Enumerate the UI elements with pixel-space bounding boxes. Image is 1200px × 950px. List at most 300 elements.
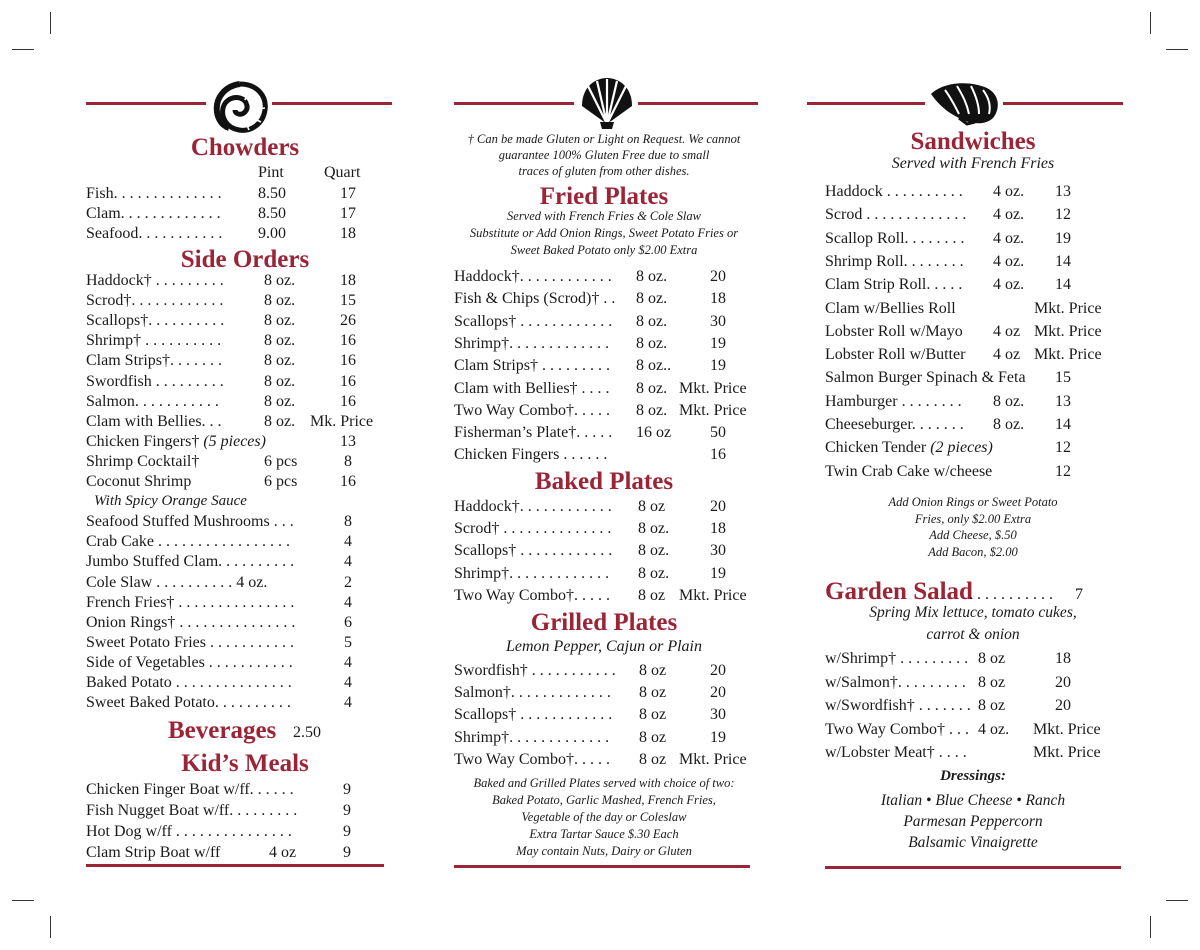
menu-item-name: Chicken Tender (2 pieces) bbox=[825, 439, 993, 457]
menu-item-name: Shrimp Cocktail† bbox=[86, 452, 200, 470]
menu-item-row bbox=[86, 203, 396, 224]
menu-item-name: w/Salmon†. . . . . . . . . bbox=[825, 673, 966, 691]
menu-item-price: Mkt. Price bbox=[1034, 322, 1102, 340]
kids-meals-heading: Kid’s Meals bbox=[181, 750, 309, 777]
menu-item-name: Two Way Combo†. . . . . bbox=[454, 586, 610, 604]
note-line: Substitute or Add Onion Rings, Sweet Potato Fries or bbox=[469, 226, 739, 240]
menu-item-size: 8 oz. bbox=[638, 542, 670, 560]
header-rule-left bbox=[807, 102, 925, 105]
menu-item-size: 8 oz. bbox=[636, 379, 668, 397]
menu-item-price: 4 bbox=[344, 553, 352, 571]
menu-item-price: 9 bbox=[343, 781, 351, 798]
menu-item-price: 50 bbox=[710, 424, 726, 442]
menu-item-size: 8 oz bbox=[638, 586, 666, 604]
menu-item-row bbox=[454, 496, 764, 517]
crop-mark bbox=[1150, 12, 1151, 34]
menu-item-size: 8 oz bbox=[978, 650, 1006, 667]
menu-item-price: 12 bbox=[1055, 206, 1071, 224]
menu-item-row bbox=[454, 400, 764, 421]
note-line: Fries, only $2.00 Extra bbox=[914, 511, 1032, 526]
menu-item-name: Sweet Potato Fries . . . . . . . . . . . bbox=[86, 633, 294, 651]
menu-item-size: 4 oz bbox=[993, 346, 1021, 364]
menu-item-row bbox=[825, 695, 1135, 716]
menu-item-name: w/Lobster Meat† . . . . bbox=[825, 744, 967, 761]
menu-item-row bbox=[825, 321, 1135, 342]
menu-item-price: 13 bbox=[340, 432, 356, 450]
menu-item-row bbox=[86, 692, 396, 713]
menu-item-price: 20 bbox=[1055, 697, 1071, 714]
menu-item-size: 4 oz bbox=[993, 322, 1021, 340]
menu-item-price: 19 bbox=[710, 728, 726, 746]
note-line: Baked Potato, Garlic Mashed, French Fries, bbox=[492, 793, 716, 807]
menu-item-price: 2 bbox=[344, 573, 352, 591]
menu-item-price: 16 bbox=[340, 372, 356, 390]
menu-item-size: 4 oz. bbox=[978, 720, 1010, 738]
menu-item-row bbox=[86, 471, 396, 492]
menu-item-price: 4 bbox=[344, 653, 352, 671]
menu-item-size: 8 oz. bbox=[636, 401, 668, 419]
menu-item-row bbox=[454, 378, 764, 399]
menu-item-size: 8 oz bbox=[978, 697, 1006, 714]
menu-item-name: Hamburger . . . . . . . . bbox=[825, 392, 962, 410]
menu-item-price: 9 bbox=[343, 844, 351, 861]
crop-mark bbox=[50, 12, 51, 34]
menu-item-row bbox=[86, 672, 396, 693]
note-line: Sweet Baked Potato only $2.00 Extra bbox=[510, 243, 698, 257]
crop-mark bbox=[12, 900, 34, 901]
menu-item-size: 6 pcs bbox=[264, 473, 298, 490]
menu-item-size: 4 oz. bbox=[993, 183, 1025, 200]
menu-item-size: 8 oz. bbox=[264, 292, 296, 310]
menu-item-name-italic: (5 pieces) bbox=[199, 432, 266, 450]
menu-item-row bbox=[454, 727, 764, 748]
garden-salad-heading: Garden Salad bbox=[825, 578, 973, 605]
menu-item-name: Two Way Combo† . . . bbox=[825, 720, 969, 738]
menu-item-price: 30 bbox=[710, 542, 726, 560]
menu-item-name: Swordfish . . . . . . . . . bbox=[86, 372, 224, 390]
menu-item-size: 8 oz. bbox=[638, 520, 670, 538]
menu-item-row bbox=[825, 742, 1135, 763]
menu-item-row bbox=[454, 540, 764, 561]
fried-plates-heading: Fried Plates bbox=[539, 183, 669, 210]
menu-item-price: 6 bbox=[344, 613, 352, 631]
menu-item-row bbox=[86, 431, 396, 452]
menu-item-size: 4 oz bbox=[269, 844, 297, 861]
footer-rule bbox=[86, 864, 384, 867]
menu-item-price: 14 bbox=[1055, 276, 1071, 294]
menu-item-row bbox=[825, 414, 1135, 435]
menu-item-size: 8.50 bbox=[258, 205, 286, 222]
menu-item-row bbox=[454, 682, 764, 703]
menu-item-row bbox=[454, 333, 764, 354]
beverages-price: 2.50 bbox=[293, 724, 321, 741]
menu-item-size: 8 oz bbox=[638, 498, 666, 515]
note-line: Vegetable of the day or Coleslaw bbox=[521, 810, 687, 824]
menu-item-name: Clam Strip Boat w/ff bbox=[86, 844, 221, 861]
menu-item-name: Lobster Roll w/Butter bbox=[825, 346, 966, 364]
menu-item-size: 8 oz bbox=[639, 750, 667, 768]
menu-item-name: Swordfish† . . . . . . . . . . . bbox=[454, 662, 616, 679]
menu-item-row bbox=[825, 719, 1135, 740]
menu-item-row bbox=[825, 228, 1135, 249]
header-rule-right bbox=[1003, 102, 1123, 105]
menu-item-row bbox=[454, 518, 764, 539]
menu-item-size: 8.50 bbox=[258, 185, 286, 202]
menu-item-row bbox=[86, 310, 396, 331]
menu-item-price: 4 bbox=[344, 533, 352, 551]
menu-item-row bbox=[454, 266, 764, 287]
menu-item-row bbox=[86, 223, 396, 244]
note-line: Baked and Grilled Plates served with choice of two: bbox=[473, 776, 735, 790]
side-orders-heading: Side Orders bbox=[180, 246, 310, 273]
menu-item-price: 17 bbox=[340, 185, 356, 202]
footer-rule bbox=[825, 866, 1121, 869]
menu-item-row bbox=[454, 563, 764, 584]
menu-item-row bbox=[454, 585, 764, 606]
menu-item-row bbox=[86, 290, 396, 311]
menu-item-name: Shrimp Roll. . . . . . . . bbox=[825, 252, 964, 270]
menu-item-name: Clam Strips† . . . . . . . . . bbox=[454, 357, 611, 375]
menu-item-name: Salmon. . . . . . . . . . . bbox=[86, 392, 219, 410]
header-rule-right bbox=[272, 102, 392, 105]
menu-item-row bbox=[825, 367, 1135, 388]
quart-header: Quart bbox=[324, 164, 361, 181]
menu-item-size: 8 oz. bbox=[264, 372, 296, 390]
menu-item-row bbox=[86, 411, 396, 432]
sandwiches-subtitle: Served with French Fries bbox=[891, 155, 1055, 172]
menu-item-size: 8 oz. bbox=[993, 416, 1025, 433]
menu-item-name: Twin Crab Cake w/cheese bbox=[825, 462, 993, 480]
menu-item-row bbox=[825, 274, 1135, 295]
menu-item-price: 8 bbox=[344, 452, 352, 470]
menu-item-name: Seafood Stuffed Mushrooms . . . bbox=[86, 513, 294, 531]
menu-item-name: Shrimp†. . . . . . . . . . . . . bbox=[454, 334, 610, 352]
menu-item-name: Scallops†. . . . . . . . . . bbox=[86, 312, 225, 330]
footer-rule bbox=[454, 865, 750, 868]
menu-item-price: 20 bbox=[710, 662, 726, 679]
menu-item-name: Fish. . . . . . . . . . . . . . bbox=[86, 185, 222, 202]
menu-item-price: 18 bbox=[340, 272, 356, 289]
menu-item-price: 20 bbox=[710, 498, 726, 515]
menu-item-row bbox=[86, 330, 396, 351]
crop-mark bbox=[50, 916, 51, 938]
menu-item-price: Mkt. Price bbox=[679, 379, 747, 397]
menu-item-name: Chicken Fingers† (5 pieces) bbox=[86, 432, 266, 450]
menu-item-price: Mkt. Price bbox=[1034, 299, 1102, 317]
menu-item-size: 8 oz bbox=[639, 728, 667, 746]
menu-item-name: Chicken Fingers . . . . . . bbox=[454, 446, 608, 464]
menu-item-row bbox=[454, 288, 764, 309]
menu-item-name: Chicken Finger Boat w/ff. . . . . . bbox=[86, 781, 294, 798]
conch-shell-icon bbox=[929, 80, 1001, 126]
menu-item-row bbox=[86, 350, 396, 371]
menu-item-price: 18 bbox=[340, 225, 356, 242]
menu-item-size: 16 oz bbox=[636, 424, 672, 442]
menu-item-price: 15 bbox=[340, 292, 356, 310]
menu-item-name: Scrod . . . . . . . . . . . . . bbox=[825, 206, 967, 224]
note-line: Spring Mix lettuce, tomato cukes, bbox=[869, 604, 1077, 621]
menu-item-price: 9 bbox=[343, 823, 351, 840]
menu-item-row bbox=[825, 461, 1135, 482]
nautilus-shell-icon bbox=[211, 80, 269, 136]
menu-item-name: Salmon†. . . . . . . . . . . . . bbox=[454, 684, 611, 702]
menu-item-row bbox=[86, 491, 396, 512]
menu-item-name: Scallop Roll. . . . . . . . bbox=[825, 229, 965, 247]
menu-item-name: Clam w/Bellies Roll bbox=[825, 299, 956, 317]
menu-item-note: With Spicy Orange Sauce bbox=[94, 493, 247, 510]
menu-item-name: Jumbo Stuffed Clam. . . . . . . . . . bbox=[86, 553, 295, 571]
menu-item-price: 19 bbox=[710, 334, 726, 352]
note-line: Add Cheese, $.50 bbox=[929, 528, 1017, 542]
note-line: May contain Nuts, Dairy or Gluten bbox=[516, 844, 692, 858]
menu-item-name: Clam Strip Roll. . . . . bbox=[825, 276, 963, 294]
menu-item-price: Mkt. Price bbox=[1033, 720, 1101, 738]
menu-item-price: 14 bbox=[1055, 416, 1071, 433]
menu-item-size: 8 oz. bbox=[264, 312, 296, 330]
menu-item-price: Mkt. Price bbox=[679, 750, 747, 768]
menu-item-row bbox=[454, 311, 764, 332]
menu-item-name: Two Way Combo†. . . . . bbox=[454, 401, 610, 419]
note-line: Parmesan Peppercorn bbox=[903, 813, 1043, 830]
menu-item-name: Sweet Baked Potato. . . . . . . . . . bbox=[86, 694, 291, 712]
menu-item-price: 14 bbox=[1055, 252, 1071, 270]
dressings-label: Dressings: bbox=[940, 768, 1006, 784]
menu-item-price: 12 bbox=[1055, 462, 1071, 480]
menu-item-row bbox=[825, 204, 1135, 225]
menu-item-price: 13 bbox=[1055, 183, 1071, 200]
menu-item-price: 4 bbox=[344, 593, 352, 611]
menu-item-size: 8 oz. bbox=[264, 412, 296, 430]
menu-item-name: Scallops† . . . . . . . . . . . . bbox=[454, 542, 613, 560]
menu-item-size: 6 pcs bbox=[264, 452, 298, 470]
menu-item-name: Haddock† . . . . . . . . . bbox=[86, 272, 224, 289]
menu-item-size: 8 oz.. bbox=[636, 357, 672, 375]
menu-item-price: 13 bbox=[1055, 392, 1071, 410]
menu-item-price: 15 bbox=[1055, 369, 1071, 387]
menu-item-price: 4 bbox=[344, 674, 352, 691]
menu-item-name: w/Swordfish† . . . . . . . bbox=[825, 697, 971, 714]
menu-item-row bbox=[86, 592, 396, 613]
menu-item-row bbox=[86, 572, 396, 593]
note-line: Italian • Blue Cheese • Ranch bbox=[880, 792, 1066, 809]
menu-item-row bbox=[825, 391, 1135, 412]
menu-item-size: 8 oz. bbox=[636, 290, 668, 308]
garden-salad-price: 7 bbox=[1075, 586, 1083, 603]
menu-item-price: 20 bbox=[710, 268, 726, 285]
menu-item-name: Baked Potato . . . . . . . . . . . . . . . bbox=[86, 674, 292, 691]
crop-mark bbox=[1150, 916, 1151, 938]
menu-item-name: Scrod† . . . . . . . . . . . . . . bbox=[454, 520, 612, 538]
menu-item-size: 8 oz bbox=[639, 684, 667, 702]
menu-item-size: 8 oz bbox=[639, 706, 667, 724]
menu-item-name: Two Way Combo†. . . . . bbox=[454, 750, 610, 768]
menu-item-name: Haddock†. . . . . . . . . . . . bbox=[454, 498, 612, 515]
menu-column-2 bbox=[454, 0, 760, 950]
menu-item-name: Clam Strips†. . . . . . . bbox=[86, 352, 223, 370]
menu-column-3 bbox=[825, 0, 1125, 950]
menu-item-row bbox=[825, 437, 1135, 458]
crop-mark bbox=[1166, 49, 1188, 50]
grilled-plates-heading: Grilled Plates bbox=[530, 609, 678, 636]
menu-item-size: 4 oz. bbox=[993, 252, 1025, 270]
menu-item-row bbox=[86, 821, 396, 842]
menu-item-row bbox=[86, 842, 396, 863]
menu-item-name: Coconut Shrimp bbox=[86, 473, 192, 490]
menu-item-row bbox=[825, 181, 1135, 202]
menu-item-size: 4 oz. bbox=[993, 206, 1025, 224]
menu-item-price: 5 bbox=[344, 633, 352, 651]
crop-mark bbox=[1166, 900, 1188, 901]
note-line: traces of gluten from other dishes. bbox=[518, 164, 690, 178]
menu-item-price: 20 bbox=[1055, 673, 1071, 691]
menu-item-size: 8 oz. bbox=[264, 272, 296, 289]
menu-item-name: Clam. . . . . . . . . . . . . bbox=[86, 205, 221, 222]
sandwiches-heading: Sandwiches bbox=[910, 128, 1036, 155]
menu-item-price: 16 bbox=[710, 446, 726, 464]
note-line: carrot & onion bbox=[926, 626, 1020, 643]
menu-item-name: Onion Rings† . . . . . . . . . . . . . . . bbox=[86, 613, 296, 631]
menu-item-name: Cole Slaw . . . . . . . . . . 4 oz. bbox=[86, 573, 268, 591]
menu-item-price: Mk. Price bbox=[310, 412, 374, 430]
menu-item-size: 4 oz. bbox=[993, 276, 1025, 294]
menu-item-price: 19 bbox=[710, 357, 726, 375]
menu-item-size: 4 oz. bbox=[993, 229, 1025, 247]
header-rule-right bbox=[638, 102, 758, 105]
menu-item-price: 30 bbox=[710, 706, 726, 724]
menu-item-row bbox=[454, 704, 764, 725]
menu-item-name: Fish & Chips (Scrod)† . . bbox=[454, 290, 616, 308]
menu-item-name: Shrimp†. . . . . . . . . . . . . bbox=[454, 564, 610, 582]
menu-item-row bbox=[825, 648, 1135, 669]
menu-item-row bbox=[86, 800, 396, 821]
menu-item-name-italic: (2 pieces) bbox=[926, 439, 993, 457]
note-line: Extra Tartar Sauce $.30 Each bbox=[529, 827, 679, 841]
menu-item-row bbox=[825, 298, 1135, 319]
note-line: Add Onion Rings or Sweet Potato bbox=[888, 495, 1058, 509]
menu-item-size: 8 oz bbox=[978, 673, 1006, 691]
menu-item-price: Mkt. Price bbox=[679, 586, 747, 604]
menu-item-price: 26 bbox=[340, 312, 356, 330]
menu-item-name: French Fries† . . . . . . . . . . . . . . . bbox=[86, 593, 295, 611]
menu-item-row bbox=[454, 749, 764, 770]
menu-item-size: 8 oz. bbox=[638, 564, 670, 582]
menu-item-size: 8 oz. bbox=[264, 352, 296, 370]
menu-item-row bbox=[86, 391, 396, 412]
menu-item-size: 8 oz. bbox=[264, 392, 296, 410]
menu-item-name: Haddock†. . . . . . . . . . . . bbox=[454, 268, 612, 285]
menu-item-row bbox=[454, 422, 764, 443]
menu-item-price: Mkt. Price bbox=[679, 401, 747, 419]
menu-item-row bbox=[86, 183, 396, 204]
menu-item-price: 8 bbox=[344, 513, 352, 531]
menu-item-price: 16 bbox=[340, 392, 356, 410]
menu-item-price: 16 bbox=[340, 473, 356, 490]
menu-item-row bbox=[86, 612, 396, 633]
header-rule-left bbox=[454, 102, 574, 105]
menu-item-name: Shrimp†. . . . . . . . . . . . . bbox=[454, 728, 610, 746]
menu-item-name: Clam with Bellies. . . bbox=[86, 412, 222, 430]
menu-item-row bbox=[86, 632, 396, 653]
menu-column-1 bbox=[86, 0, 386, 950]
menu-item-size: 8 oz. bbox=[636, 268, 668, 285]
menu-item-price: 18 bbox=[1055, 650, 1071, 667]
menu-item-name: Fisherman’s Plate†. . . . . bbox=[454, 424, 613, 442]
menu-item-row bbox=[825, 672, 1135, 693]
menu-item-price: 30 bbox=[710, 312, 726, 330]
menu-item-row bbox=[86, 270, 396, 291]
menu-item-size: 9.00 bbox=[258, 225, 286, 242]
menu-item-row bbox=[86, 531, 396, 552]
menu-item-name: Fish Nugget Boat w/ff. . . . . . . . . bbox=[86, 802, 298, 819]
chowders-heading: Chowders bbox=[190, 134, 300, 161]
menu-item-row bbox=[825, 344, 1135, 365]
menu-item-size: 8 oz. bbox=[636, 334, 668, 352]
menu-item-name: Scrod†. . . . . . . . . . . . bbox=[86, 292, 224, 310]
scallop-shell-icon bbox=[578, 76, 636, 130]
menu-item-price: 4 bbox=[344, 694, 352, 712]
note-line: guarantee 100% Gluten Free due to small bbox=[498, 148, 710, 162]
menu-item-row bbox=[86, 371, 396, 392]
menu-item-size: 8 oz bbox=[639, 662, 667, 679]
menu-item-price: 19 bbox=[710, 564, 726, 582]
menu-item-size: 8 oz. bbox=[993, 392, 1025, 410]
menu-item-size: 8 oz. bbox=[636, 312, 668, 330]
note-line: Add Bacon, $2.00 bbox=[928, 544, 1018, 559]
menu-item-price: 9 bbox=[343, 802, 351, 819]
menu-item-name: Scallops† . . . . . . . . . . . . bbox=[454, 706, 613, 724]
menu-item-name: Crab Cake . . . . . . . . . . . . . . . . . bbox=[86, 533, 290, 551]
menu-item-name: Seafood. . . . . . . . . . . bbox=[86, 225, 223, 242]
baked-plates-heading: Baked Plates bbox=[534, 468, 674, 495]
menu-item-row bbox=[86, 551, 396, 572]
header-rule-left bbox=[86, 102, 206, 105]
menu-item-name: Side of Vegetables . . . . . . . . . . . bbox=[86, 653, 293, 671]
note-line: † Can be made Gluten or Light on Request. We cannot bbox=[467, 132, 741, 146]
menu-item-size: 8 oz. bbox=[264, 332, 296, 350]
note-line: Served with French Fries & Cole Slaw bbox=[507, 209, 701, 223]
menu-item-row bbox=[86, 511, 396, 532]
note-line: Balsamic Vinaigrette bbox=[908, 834, 1038, 851]
menu-item-name: Clam with Bellies† . . . . bbox=[454, 379, 610, 397]
menu-item-name: Cheeseburger. . . . . . . bbox=[825, 416, 964, 433]
menu-item-price: 20 bbox=[710, 684, 726, 702]
menu-item-price: Mkt. Price bbox=[1033, 744, 1101, 761]
menu-item-name: Lobster Roll w/Mayo bbox=[825, 322, 963, 340]
menu-item-row bbox=[86, 779, 396, 800]
menu-item-name: Shrimp† . . . . . . . . . . bbox=[86, 332, 222, 350]
menu-item-row bbox=[454, 660, 764, 681]
menu-item-price: 17 bbox=[340, 205, 356, 222]
menu-item-price: Mkt. Price bbox=[1034, 346, 1102, 364]
menu-item-name: Hot Dog w/ff . . . . . . . . . . . . . . . bbox=[86, 823, 292, 840]
menu-item-row bbox=[86, 451, 396, 472]
crop-mark bbox=[12, 49, 34, 50]
menu-item-name: w/Shrimp† . . . . . . . . . bbox=[825, 650, 969, 667]
menu-item-row bbox=[825, 251, 1135, 272]
garden-salad-dots: . . . . . . . . . . . bbox=[969, 586, 1053, 603]
menu-item-row bbox=[454, 355, 764, 376]
menu-item-price: 18 bbox=[710, 290, 726, 308]
menu-item-price: 16 bbox=[340, 332, 356, 350]
menu-item-row bbox=[454, 444, 764, 465]
menu-item-name: Salmon Burger Spinach & Feta bbox=[825, 369, 1026, 387]
grilled-plates-subtitle: Lemon Pepper, Cajun or Plain bbox=[506, 638, 702, 655]
menu-item-row bbox=[86, 652, 396, 673]
menu-item-price: 18 bbox=[710, 520, 726, 538]
menu-item-price: 16 bbox=[340, 352, 356, 370]
menu-item-name: Haddock . . . . . . . . . . bbox=[825, 183, 963, 200]
chowders-column-headers bbox=[86, 162, 386, 183]
